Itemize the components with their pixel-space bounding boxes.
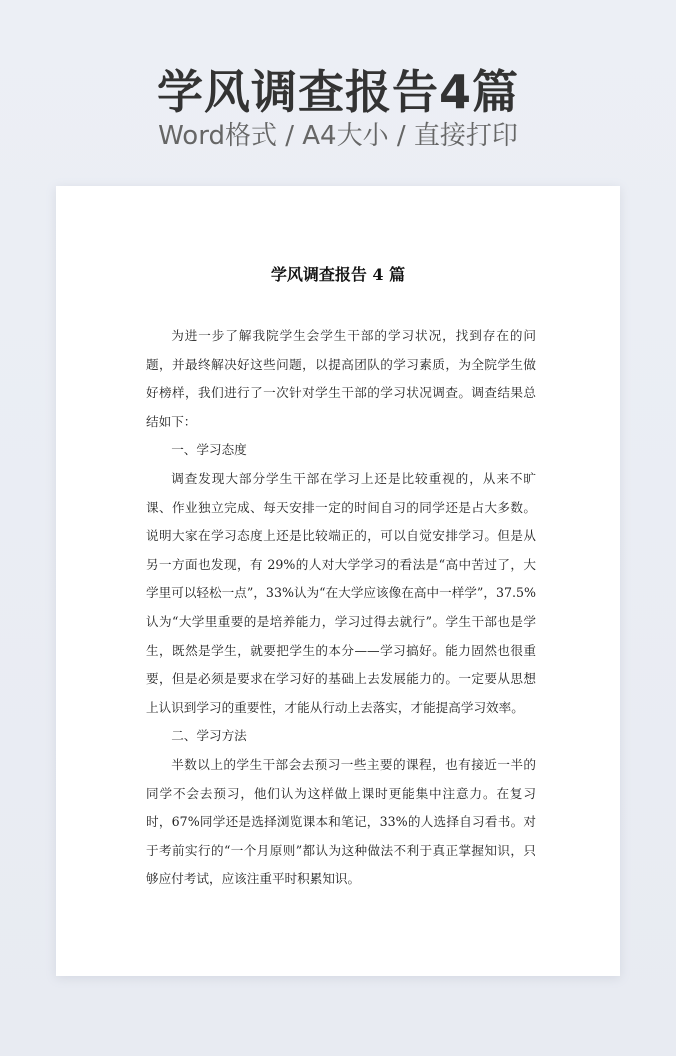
banner-subtitle: Word格式 / A4大小 / 直接打印 (158, 121, 518, 151)
paragraph-intro: 为进一步了解我院学生会学生干部的学习状况，找到存在的问题，并最终解决好这些问题，以提高团队的学习素质，为全院学生做好榜样，我们进行了一次针对学生干部的学习状况调查。调查结果总结如下： (146, 328, 536, 429)
document-title: 学风调查报告 4 篇 (270, 265, 406, 284)
paragraph-attitude: 调查发现大部分学生干部在学习上还是比较重视的，从来不旷课、作业独立完成、每天安排一定的时间自习的同学还是占大多数。说明大家在学习态度上还是比较端正的，可以自觉安排学习。但是从另一方面也发现，有 29%的人对大学学习的看法是“高中苦过了，大学里可以轻松一点”，33%认为“在大学应该像在高中一样学”，37.5%认为“大学里重要的是培养能力，学习过得去就行”。学生干部也是学生，既然是学生，就要把学生的本分——学习搞好。能力固然也很重要，但是必须是要求在学习好的基础上去发展能力的。一定要从思想上认识到学习的重要性，才能从行动上去落实，才能提高学习效率。 (146, 470, 536, 715)
banner-title: 学风调查报告4篇 (156, 65, 519, 119)
section-heading-attitude: 一、学习态度 (171, 442, 247, 458)
document-body (146, 322, 536, 894)
paragraph-method: 半数以上的学生干部会去预习一些主要的课程，也有接近一半的同学不会去预习，他们认为这样做上课时更能集中注意力。在复习时，67%同学还是选择浏览课本和笔记，33%的人选择自习看书。对于考前实行的“一个月原则”都认为这种做法不利于真正掌握知识，只够应付考试，应该注重平时积累知识。 (146, 756, 536, 887)
section-heading-method: 二、学习方法 (171, 728, 247, 744)
document-page (56, 186, 620, 976)
